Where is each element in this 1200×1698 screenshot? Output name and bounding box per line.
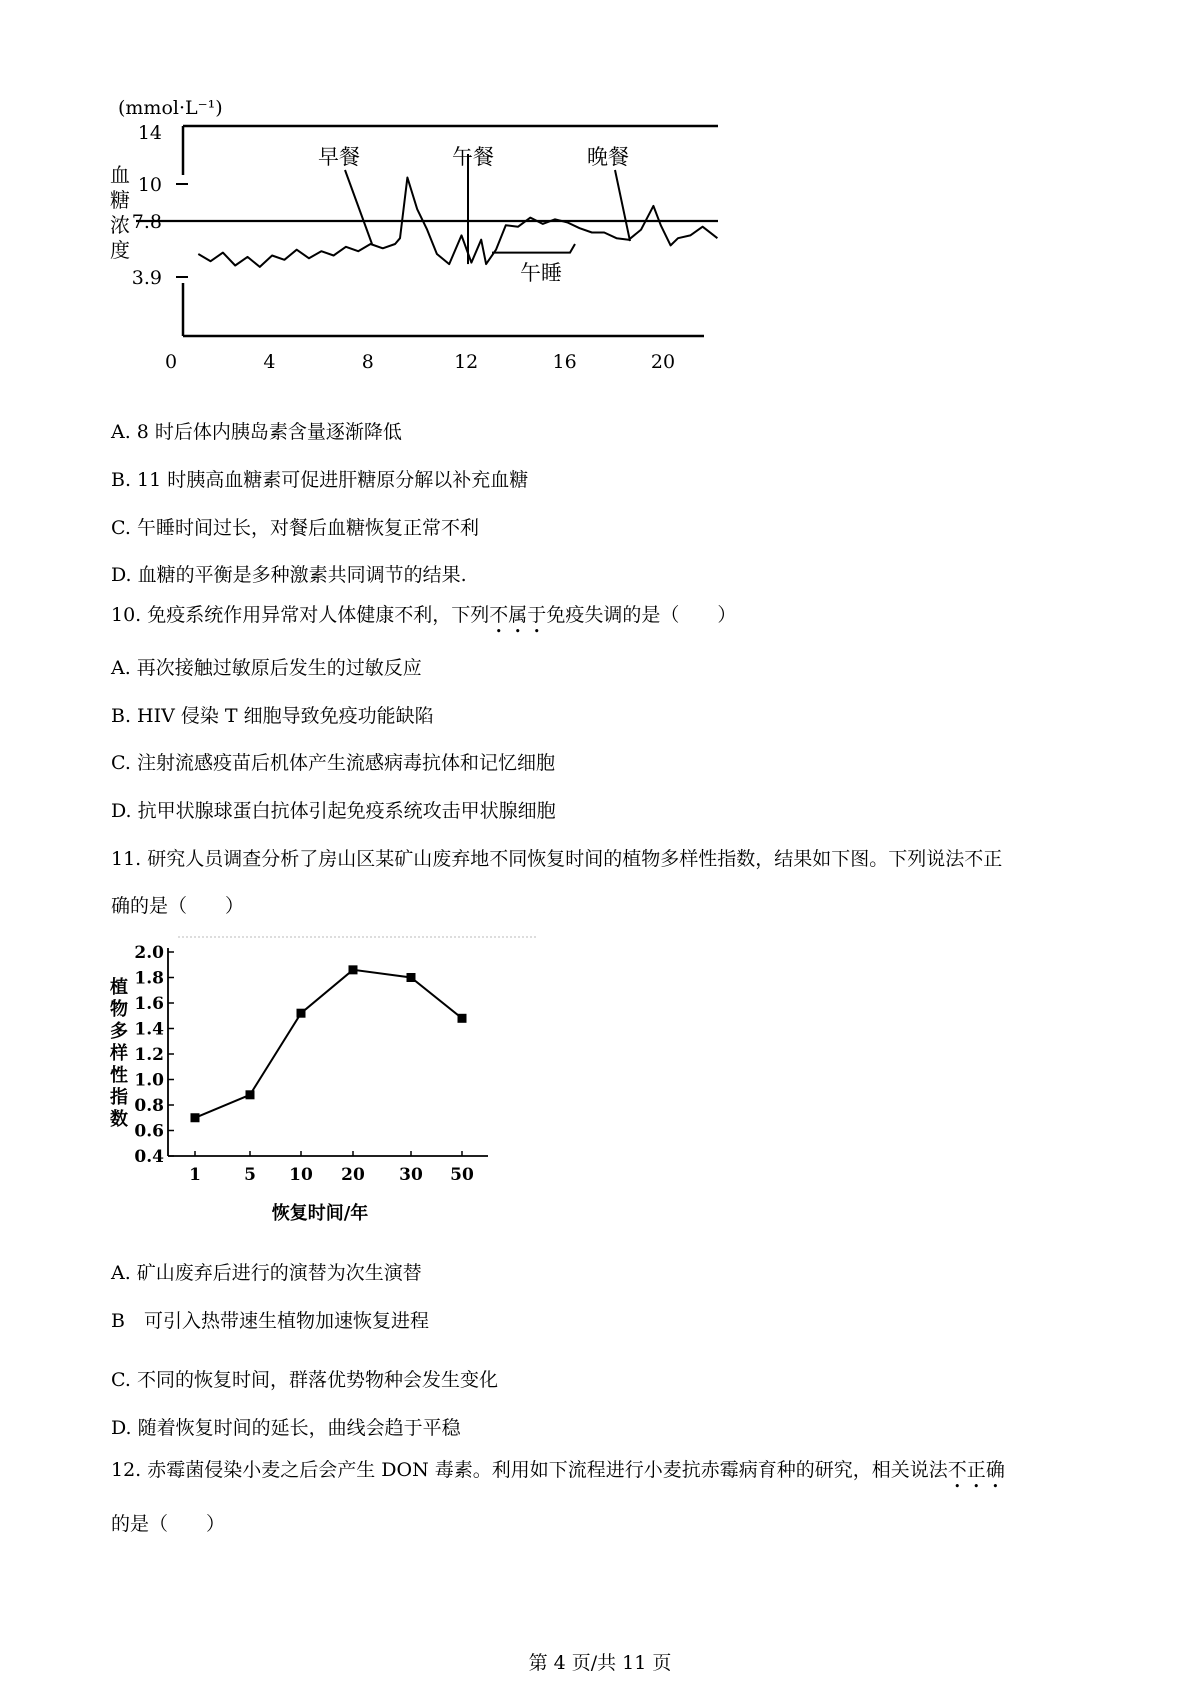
chart2-axes xyxy=(168,948,488,1156)
q11-option-d: D. 随着恢复时间的延长，曲线会趋于平稳 xyxy=(111,1417,461,1439)
q12-emph-3: 确 xyxy=(985,1459,1005,1481)
chart1-y-tick-label-0: 14 xyxy=(137,122,162,144)
q11-option-c: C. 不同的恢复时间，群落优势物种会发生变化 xyxy=(111,1369,498,1391)
chart1-pointer-breakfast xyxy=(345,170,372,244)
chart2-x-tick-label-0: 1 xyxy=(189,1165,201,1185)
chart1-glucose-curve xyxy=(198,178,717,267)
chart1-annotations xyxy=(318,145,630,285)
chart1-y-tick-label-2: 7.8 xyxy=(131,211,162,233)
chart2-ylabel-char-5: 指 xyxy=(110,1087,128,1108)
chart1-unit-label: (mmol·L⁻¹) xyxy=(118,97,223,119)
chart1-y-tick-label-3: 3.9 xyxy=(131,267,162,289)
chart1-ylabel-char-3: 度 xyxy=(110,238,130,262)
chart1-y-ticks xyxy=(132,122,188,289)
chart1-y-tick-label-1: 10 xyxy=(137,174,162,196)
q12-stem-pre: 12. 赤霉菌侵染小麦之后会产生 DON 毒素。利用如下流程进行小麦抗赤霉病育种的研究，相关说法 xyxy=(111,1459,948,1481)
chart2-y-tick-label-5: 1.4 xyxy=(134,1019,164,1040)
chart1-marks xyxy=(198,178,717,267)
chart2-x-tick-label-3: 20 xyxy=(341,1165,365,1185)
q10-stem-post: 免疫失调的是（ ） xyxy=(546,604,737,626)
chart2-ylabel-char-3: 样 xyxy=(110,1043,128,1064)
q10-stem-pre: 10. 免疫系统作用异常对人体健康不利，下列 xyxy=(111,604,490,626)
chart1-x-tick-label-2: 8 xyxy=(361,351,374,373)
q12-stem-line1 xyxy=(111,1458,1005,1482)
chart1-annotation-breakfast: 早餐 xyxy=(318,145,360,169)
chart2-marks xyxy=(191,965,467,1122)
q12-emph-1: 不 xyxy=(947,1459,967,1481)
q12-stem-line2: 的是（ ） xyxy=(111,1513,226,1535)
chart2-y-tick-label-6: 1.6 xyxy=(134,994,164,1014)
q9-option-c: C. 午睡时间过长，对餐后血糖恢复正常不利 xyxy=(111,517,479,539)
page-footer: 第 4 页/共 11 页 xyxy=(528,1652,672,1674)
q11-stem-line1: 11. 研究人员调查分析了房山区某矿山废弃地不同恢复时间的植物多样性指数，结果如下图。下列说法不正 xyxy=(111,848,1003,870)
chart2-point-5 xyxy=(458,1014,467,1023)
q10-option-c: C. 注射流感疫苗后机体产生流感病毒抗体和记忆细胞 xyxy=(111,752,555,774)
q10-emph-3: 于 xyxy=(527,604,547,626)
q10-option-d: D. 抗甲状腺球蛋白抗体引起免疫系统攻击甲状腺细胞 xyxy=(111,800,556,822)
chart2-ylabel-char-4: 性 xyxy=(110,1065,128,1086)
chart1-x-tick-label-0: 0 xyxy=(164,351,178,373)
chart1-annotation-lunch: 午餐 xyxy=(452,145,494,169)
q11-stem-line2: 确的是（ ） xyxy=(111,895,245,917)
q9-option-b: B. 11 时胰高血糖素可促进肝糖原分解以补充血糖 xyxy=(111,469,529,491)
q9-option-d: D. 血糖的平衡是多种激素共同调节的结果. xyxy=(111,564,467,586)
chart2-point-1 xyxy=(246,1090,255,1099)
q10-option-b: B. HIV 侵染 T 细胞导致免疫功能缺陷 xyxy=(111,705,434,727)
chart1-x-tick-label-5: 20 xyxy=(650,351,676,373)
chart2-x-tick-label-1: 5 xyxy=(244,1165,256,1185)
q10-emph-2: 属 xyxy=(508,604,528,626)
chart2-y-tick-label-0: 0.4 xyxy=(134,1147,164,1167)
chart2-y-tick-label-8: 2.0 xyxy=(134,943,164,963)
q10-option-a: A. 再次接触过敏原后发生的过敏反应 xyxy=(111,657,422,679)
chart2-xlabel: 恢复时间/年 xyxy=(271,1203,369,1224)
chart1-ylabel xyxy=(110,163,130,262)
chart1-x-ticks xyxy=(165,351,675,373)
q10-emph-1: 不 xyxy=(489,604,509,626)
chart1-ylabel-char-0: 血 xyxy=(110,163,130,187)
chart2-point-2 xyxy=(297,1009,306,1018)
chart2-point-0 xyxy=(191,1113,200,1122)
chart2-x-tick-label-2: 10 xyxy=(289,1165,313,1185)
chart1-annotation-nap: 午睡 xyxy=(520,261,562,285)
chart2-x-tick-label-5: 50 xyxy=(450,1165,474,1185)
chart2-ylabel-char-0: 植 xyxy=(110,977,128,998)
chart2-ylabel xyxy=(109,976,128,1130)
q12-emph-2: 正 xyxy=(966,1459,986,1481)
chart2-ylabel-char-1: 物 xyxy=(110,999,128,1020)
chart2-x-tick-label-4: 30 xyxy=(399,1165,423,1185)
q9-option-a: A. 8 时后体内胰岛素含量逐渐降低 xyxy=(111,421,402,443)
q11-option-a: A. 矿山废弃后进行的演替为次生演替 xyxy=(111,1262,422,1284)
chart2-y-tick-label-1: 0.6 xyxy=(134,1121,164,1142)
chart1-nap-bracket xyxy=(492,244,575,253)
chart1-ylabel-char-2: 浓 xyxy=(110,213,130,237)
chart2-y-tick-label-2: 0.8 xyxy=(134,1096,164,1116)
plant-diversity-chart xyxy=(100,925,560,1225)
chart2-point-3 xyxy=(349,965,358,974)
chart1-annotation-dinner: 晚餐 xyxy=(587,145,629,169)
chart1-x-tick-label-1: 4 xyxy=(263,351,276,373)
chart1-x-tick-label-4: 16 xyxy=(552,351,577,373)
q10-stem xyxy=(111,603,736,627)
q11-option-b: B 可引入热带速生植物加速恢复进程 xyxy=(111,1310,429,1332)
chart1-pointer-dinner xyxy=(615,170,630,241)
chart1-x-tick-label-3: 12 xyxy=(454,351,479,373)
chart1-ylabel-char-1: 糖 xyxy=(110,188,130,212)
chart2-series-line xyxy=(195,970,462,1118)
chart2-y-tick-label-7: 1.8 xyxy=(134,968,164,989)
chart2-y-tick-label-3: 1.0 xyxy=(134,1070,164,1091)
chart2-ylabel-char-2: 多 xyxy=(110,1021,128,1042)
blood-glucose-chart xyxy=(100,90,800,420)
chart2-point-4 xyxy=(407,973,416,982)
chart2-y-tick-label-4: 1.2 xyxy=(134,1045,164,1065)
chart2-ylabel-char-6: 数 xyxy=(110,1109,128,1130)
